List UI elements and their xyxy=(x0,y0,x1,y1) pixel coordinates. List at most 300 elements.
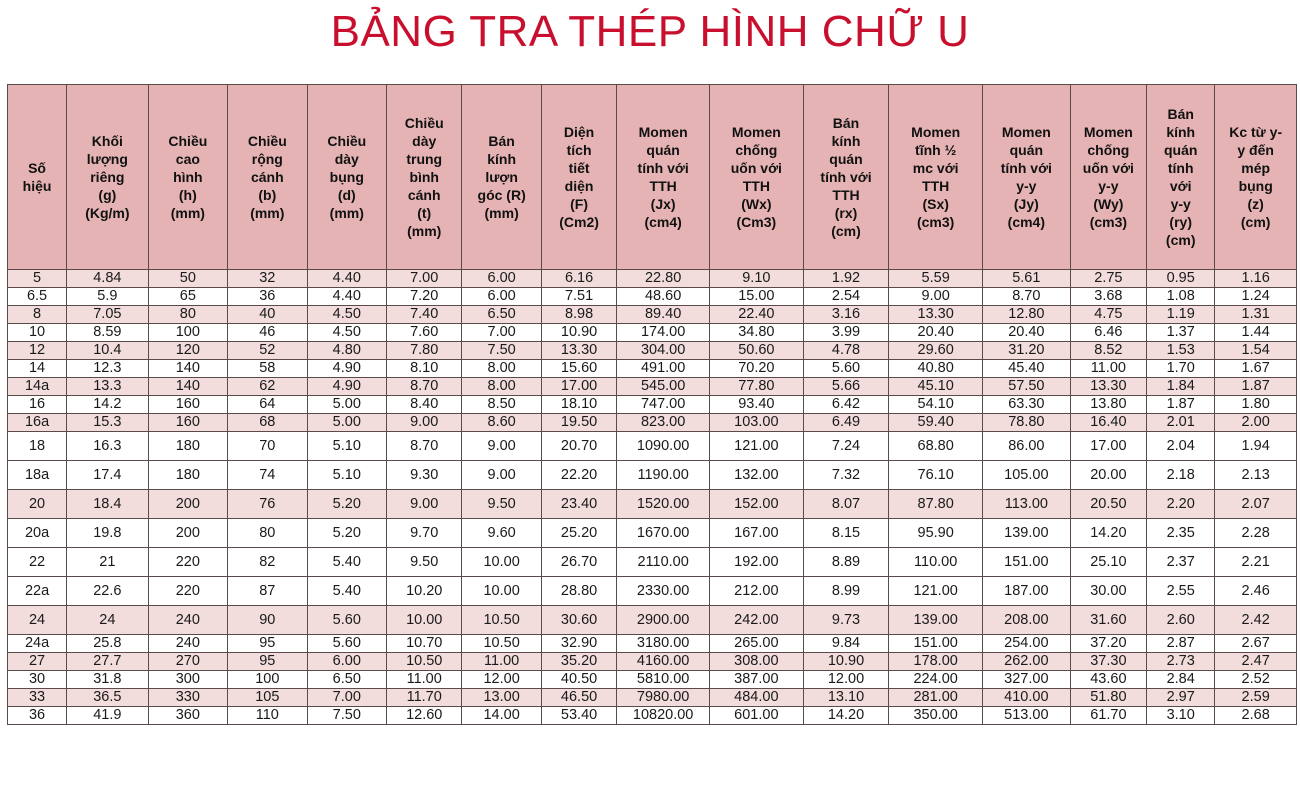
value-cell: 22.40 xyxy=(709,306,803,324)
value-cell: 139.00 xyxy=(889,606,983,635)
value-cell: 8.70 xyxy=(387,432,462,461)
value-cell: 6.50 xyxy=(462,306,541,324)
column-header xyxy=(803,85,889,270)
value-cell: 11.00 xyxy=(1070,360,1146,378)
column-header-line: TTH xyxy=(922,178,950,194)
value-cell: 5.59 xyxy=(889,270,983,288)
value-cell: 13.80 xyxy=(1070,396,1146,414)
value-cell: 2.52 xyxy=(1215,671,1297,689)
table-row xyxy=(8,396,1297,414)
designation-cell: 10 xyxy=(8,324,67,342)
value-cell: 35.20 xyxy=(541,653,616,671)
value-cell: 20.40 xyxy=(889,324,983,342)
value-cell: 74 xyxy=(228,461,307,490)
value-cell: 76 xyxy=(228,490,307,519)
header-row xyxy=(8,85,1297,270)
value-cell: 410.00 xyxy=(983,689,1071,707)
steel-u-table xyxy=(7,84,1297,725)
column-header-line: TTH xyxy=(742,178,770,194)
value-cell: 4.78 xyxy=(803,342,889,360)
value-cell: 1.24 xyxy=(1215,288,1297,306)
column-header-line: Số xyxy=(28,160,46,176)
value-cell: 4160.00 xyxy=(617,653,710,671)
value-cell: 5.9 xyxy=(67,288,149,306)
column-header xyxy=(709,85,803,270)
value-cell: 100 xyxy=(148,324,227,342)
value-cell: 40 xyxy=(228,306,307,324)
value-cell: 1090.00 xyxy=(617,432,710,461)
value-cell: 491.00 xyxy=(617,360,710,378)
value-cell: 93.40 xyxy=(709,396,803,414)
value-cell: 304.00 xyxy=(617,342,710,360)
value-cell: 327.00 xyxy=(983,671,1071,689)
value-cell: 7.05 xyxy=(67,306,149,324)
value-cell: 140 xyxy=(148,378,227,396)
value-cell: 212.00 xyxy=(709,577,803,606)
value-cell: 31.8 xyxy=(67,671,149,689)
value-cell: 105 xyxy=(228,689,307,707)
column-header-line: TTH xyxy=(649,178,677,194)
value-cell: 10.00 xyxy=(462,577,541,606)
value-cell: 9.70 xyxy=(387,519,462,548)
column-header-line: (mm) xyxy=(250,205,285,221)
value-cell: 7.50 xyxy=(462,342,541,360)
value-cell: 34.80 xyxy=(709,324,803,342)
column-header-line: kính xyxy=(831,133,861,149)
value-cell: 7.51 xyxy=(541,288,616,306)
value-cell: 2.01 xyxy=(1147,414,1215,432)
value-cell: 8.70 xyxy=(983,288,1071,306)
value-cell: 21 xyxy=(67,548,149,577)
value-cell: 41.9 xyxy=(67,707,149,725)
value-cell: 95.90 xyxy=(889,519,983,548)
column-header-line: bình xyxy=(409,169,439,185)
table-row xyxy=(8,270,1297,288)
table-row xyxy=(8,288,1297,306)
value-cell: 6.16 xyxy=(541,270,616,288)
value-cell: 59.40 xyxy=(889,414,983,432)
value-cell: 265.00 xyxy=(709,635,803,653)
value-cell: 5.20 xyxy=(307,490,386,519)
value-cell: 37.30 xyxy=(1070,653,1146,671)
value-cell: 9.10 xyxy=(709,270,803,288)
steel-table-container xyxy=(7,84,1297,812)
value-cell: 6.50 xyxy=(307,671,386,689)
value-cell: 187.00 xyxy=(983,577,1071,606)
table-row xyxy=(8,671,1297,689)
value-cell: 46.50 xyxy=(541,689,616,707)
column-header-line: Momen xyxy=(1001,124,1051,140)
value-cell: 23.40 xyxy=(541,490,616,519)
value-cell: 5.60 xyxy=(803,360,889,378)
value-cell: 11.00 xyxy=(462,653,541,671)
designation-cell: 16a xyxy=(8,414,67,432)
value-cell: 43.60 xyxy=(1070,671,1146,689)
value-cell: 5.10 xyxy=(307,461,386,490)
value-cell: 2.18 xyxy=(1147,461,1215,490)
column-header-line: (Wy) xyxy=(1093,196,1124,212)
value-cell: 10820.00 xyxy=(617,707,710,725)
value-cell: 7.20 xyxy=(387,288,462,306)
value-cell: 8.70 xyxy=(387,378,462,396)
value-cell: 80 xyxy=(228,519,307,548)
column-header-line: (ry) xyxy=(1169,214,1192,230)
value-cell: 240 xyxy=(148,635,227,653)
value-cell: 9.30 xyxy=(387,461,462,490)
value-cell: 20.40 xyxy=(983,324,1071,342)
value-cell: 823.00 xyxy=(617,414,710,432)
table-row xyxy=(8,490,1297,519)
column-header-line: bụng xyxy=(1238,178,1273,194)
value-cell: 360 xyxy=(148,707,227,725)
value-cell: 6.46 xyxy=(1070,324,1146,342)
designation-cell: 22 xyxy=(8,548,67,577)
value-cell: 27.7 xyxy=(67,653,149,671)
value-cell: 65 xyxy=(148,288,227,306)
value-cell: 2.04 xyxy=(1147,432,1215,461)
designation-cell: 12 xyxy=(8,342,67,360)
value-cell: 2.47 xyxy=(1215,653,1297,671)
value-cell: 29.60 xyxy=(889,342,983,360)
column-header-line: Chiều xyxy=(404,115,444,131)
value-cell: 8.98 xyxy=(541,306,616,324)
column-header-line: (z) xyxy=(1247,196,1264,212)
value-cell: 20.00 xyxy=(1070,461,1146,490)
value-cell: 63.30 xyxy=(983,396,1071,414)
value-cell: 13.00 xyxy=(462,689,541,707)
column-header-line: hình xyxy=(173,169,203,185)
column-header-line: cánh xyxy=(407,187,441,203)
value-cell: 2900.00 xyxy=(617,606,710,635)
designation-cell: 18a xyxy=(8,461,67,490)
value-cell: 54.10 xyxy=(889,396,983,414)
value-cell: 1190.00 xyxy=(617,461,710,490)
value-cell: 5.60 xyxy=(307,635,386,653)
value-cell: 7.00 xyxy=(387,270,462,288)
column-header-line: (Sx) xyxy=(922,196,949,212)
value-cell: 2110.00 xyxy=(617,548,710,577)
value-cell: 254.00 xyxy=(983,635,1071,653)
value-cell: 24 xyxy=(67,606,149,635)
column-header-line: (mm) xyxy=(170,205,205,221)
value-cell: 2.59 xyxy=(1215,689,1297,707)
value-cell: 45.40 xyxy=(983,360,1071,378)
value-cell: 19.8 xyxy=(67,519,149,548)
value-cell: 1.87 xyxy=(1147,396,1215,414)
column-header xyxy=(462,85,541,270)
column-header-line: y-y xyxy=(1170,196,1191,212)
value-cell: 52 xyxy=(228,342,307,360)
value-cell: 7.40 xyxy=(387,306,462,324)
value-cell: 50 xyxy=(148,270,227,288)
table-row xyxy=(8,432,1297,461)
column-header-line: (g) xyxy=(98,187,117,203)
value-cell: 2.60 xyxy=(1147,606,1215,635)
value-cell: 11.00 xyxy=(387,671,462,689)
column-header-line: (mm) xyxy=(329,205,364,221)
value-cell: 95 xyxy=(228,635,307,653)
value-cell: 139.00 xyxy=(983,519,1071,548)
table-row xyxy=(8,519,1297,548)
value-cell: 18.10 xyxy=(541,396,616,414)
value-cell: 4.40 xyxy=(307,288,386,306)
column-header-line: (rx) xyxy=(834,205,858,221)
designation-cell: 14a xyxy=(8,378,67,396)
table-row xyxy=(8,306,1297,324)
value-cell: 13.30 xyxy=(889,306,983,324)
value-cell: 10.50 xyxy=(462,606,541,635)
column-header-line: (cm4) xyxy=(644,214,682,230)
column-header-line: Kc từ y- xyxy=(1229,124,1283,140)
value-cell: 1.44 xyxy=(1215,324,1297,342)
value-cell: 51.80 xyxy=(1070,689,1146,707)
value-cell: 1.67 xyxy=(1215,360,1297,378)
value-cell: 64 xyxy=(228,396,307,414)
value-cell: 113.00 xyxy=(983,490,1071,519)
table-row xyxy=(8,653,1297,671)
column-header-line: (cm) xyxy=(1240,214,1271,230)
value-cell: 70.20 xyxy=(709,360,803,378)
value-cell: 121.00 xyxy=(709,432,803,461)
value-cell: 10.50 xyxy=(462,635,541,653)
value-cell: 87 xyxy=(228,577,307,606)
designation-cell: 36 xyxy=(8,707,67,725)
value-cell: 2.87 xyxy=(1147,635,1215,653)
value-cell: 152.00 xyxy=(709,490,803,519)
value-cell: 80 xyxy=(148,306,227,324)
value-cell: 57.50 xyxy=(983,378,1071,396)
column-header-line: Momen xyxy=(911,124,961,140)
value-cell: 200 xyxy=(148,490,227,519)
value-cell: 32 xyxy=(228,270,307,288)
value-cell: 121.00 xyxy=(889,577,983,606)
column-header-line: kính xyxy=(1166,124,1196,140)
value-cell: 220 xyxy=(148,548,227,577)
value-cell: 13.3 xyxy=(67,378,149,396)
column-header-line: tính với xyxy=(820,169,872,185)
value-cell: 281.00 xyxy=(889,689,983,707)
column-header xyxy=(1215,85,1297,270)
value-cell: 3.68 xyxy=(1070,288,1146,306)
column-header-line: uốn với xyxy=(730,160,782,176)
value-cell: 1.94 xyxy=(1215,432,1297,461)
value-cell: 12.60 xyxy=(387,707,462,725)
value-cell: 78.80 xyxy=(983,414,1071,432)
column-header-line: (F) xyxy=(570,196,589,212)
value-cell: 242.00 xyxy=(709,606,803,635)
column-header xyxy=(228,85,307,270)
column-header-line: (Cm3) xyxy=(736,214,777,230)
value-cell: 14.20 xyxy=(803,707,889,725)
column-header-line: tính xyxy=(1167,160,1194,176)
value-cell: 10.00 xyxy=(462,548,541,577)
value-cell: 2.42 xyxy=(1215,606,1297,635)
table-row xyxy=(8,577,1297,606)
value-cell: 2.21 xyxy=(1215,548,1297,577)
column-header-line: dày xyxy=(412,133,437,149)
designation-cell: 30 xyxy=(8,671,67,689)
value-cell: 12.80 xyxy=(983,306,1071,324)
value-cell: 15.60 xyxy=(541,360,616,378)
page-title: BẢNG TRA THÉP HÌNH CHỮ U xyxy=(330,7,970,56)
value-cell: 7.80 xyxy=(387,342,462,360)
column-header-line: kính xyxy=(487,151,517,167)
value-cell: 31.60 xyxy=(1070,606,1146,635)
column-header-line: y-y xyxy=(1016,178,1037,194)
value-cell: 2.97 xyxy=(1147,689,1215,707)
value-cell: 224.00 xyxy=(889,671,983,689)
value-cell: 2.73 xyxy=(1147,653,1215,671)
value-cell: 87.80 xyxy=(889,490,983,519)
column-header-line: góc (R) xyxy=(477,187,526,203)
column-header-line: (b) xyxy=(258,187,277,203)
designation-cell: 27 xyxy=(8,653,67,671)
column-header-line: (cm) xyxy=(1165,232,1196,248)
value-cell: 4.90 xyxy=(307,378,386,396)
designation-cell: 24a xyxy=(8,635,67,653)
value-cell: 208.00 xyxy=(983,606,1071,635)
column-header-line: quán xyxy=(1009,142,1044,158)
column-header-line: Khối xyxy=(91,133,123,149)
value-cell: 8.60 xyxy=(462,414,541,432)
value-cell: 10.90 xyxy=(541,324,616,342)
value-cell: 12.3 xyxy=(67,360,149,378)
column-header-line: với xyxy=(1169,178,1192,194)
column-header-line: bụng xyxy=(329,169,364,185)
value-cell: 7.50 xyxy=(307,707,386,725)
value-cell: 1.70 xyxy=(1147,360,1215,378)
value-cell: 308.00 xyxy=(709,653,803,671)
value-cell: 262.00 xyxy=(983,653,1071,671)
value-cell: 15.00 xyxy=(709,288,803,306)
value-cell: 4.50 xyxy=(307,324,386,342)
value-cell: 5.60 xyxy=(307,606,386,635)
column-header-line: cao xyxy=(175,151,200,167)
column-header-line: (cm3) xyxy=(1089,214,1128,230)
value-cell: 5.40 xyxy=(307,577,386,606)
value-cell: 1.08 xyxy=(1147,288,1215,306)
value-cell: 30.60 xyxy=(541,606,616,635)
column-header-line: dày xyxy=(334,151,359,167)
column-header-line: tính với xyxy=(1000,160,1052,176)
column-header-line: (mm) xyxy=(407,223,442,239)
value-cell: 1.92 xyxy=(803,270,889,288)
value-cell: 8.52 xyxy=(1070,342,1146,360)
value-cell: 300 xyxy=(148,671,227,689)
column-header-line: mc với xyxy=(912,160,959,176)
column-header xyxy=(1070,85,1146,270)
value-cell: 9.00 xyxy=(889,288,983,306)
column-header-line: diện xyxy=(564,178,594,194)
value-cell: 8.07 xyxy=(803,490,889,519)
value-cell: 2.35 xyxy=(1147,519,1215,548)
value-cell: 7.00 xyxy=(307,689,386,707)
value-cell: 350.00 xyxy=(889,707,983,725)
value-cell: 132.00 xyxy=(709,461,803,490)
value-cell: 2.84 xyxy=(1147,671,1215,689)
value-cell: 12.00 xyxy=(462,671,541,689)
column-header-line: (Cm2) xyxy=(559,214,599,230)
column-header-line: (t) xyxy=(417,205,432,221)
column-header-line: rộng xyxy=(251,151,283,167)
value-cell: 160 xyxy=(148,414,227,432)
value-cell: 62 xyxy=(228,378,307,396)
column-header-line: uốn với xyxy=(1082,160,1134,176)
value-cell: 8.00 xyxy=(462,378,541,396)
table-row xyxy=(8,707,1297,725)
value-cell: 25.20 xyxy=(541,519,616,548)
designation-cell: 18 xyxy=(8,432,67,461)
value-cell: 9.00 xyxy=(462,432,541,461)
value-cell: 6.00 xyxy=(462,288,541,306)
value-cell: 2.46 xyxy=(1215,577,1297,606)
value-cell: 3.10 xyxy=(1147,707,1215,725)
value-cell: 20.50 xyxy=(1070,490,1146,519)
value-cell: 17.00 xyxy=(1070,432,1146,461)
value-cell: 46 xyxy=(228,324,307,342)
value-cell: 22.6 xyxy=(67,577,149,606)
value-cell: 36 xyxy=(228,288,307,306)
value-cell: 110.00 xyxy=(889,548,983,577)
value-cell: 53.40 xyxy=(541,707,616,725)
value-cell: 20.70 xyxy=(541,432,616,461)
value-cell: 10.70 xyxy=(387,635,462,653)
value-cell: 180 xyxy=(148,461,227,490)
column-header-line: Chiều xyxy=(168,133,208,149)
value-cell: 4.50 xyxy=(307,306,386,324)
column-header-line: quán xyxy=(829,151,863,167)
table-row xyxy=(8,342,1297,360)
value-cell: 601.00 xyxy=(709,707,803,725)
value-cell: 40.80 xyxy=(889,360,983,378)
value-cell: 200 xyxy=(148,519,227,548)
value-cell: 40.50 xyxy=(541,671,616,689)
value-cell: 10.90 xyxy=(803,653,889,671)
value-cell: 2.68 xyxy=(1215,707,1297,725)
value-cell: 5.61 xyxy=(983,270,1071,288)
column-header-line: (mm) xyxy=(484,205,519,221)
value-cell: 1670.00 xyxy=(617,519,710,548)
value-cell: 70 xyxy=(228,432,307,461)
value-cell: 110 xyxy=(228,707,307,725)
value-cell: 8.15 xyxy=(803,519,889,548)
table-body xyxy=(8,270,1297,725)
column-header-line: lượn xyxy=(485,169,518,185)
value-cell: 8.99 xyxy=(803,577,889,606)
value-cell: 2.67 xyxy=(1215,635,1297,653)
value-cell: 180 xyxy=(148,432,227,461)
column-header xyxy=(148,85,227,270)
value-cell: 9.84 xyxy=(803,635,889,653)
column-header-line: riêng xyxy=(90,169,125,185)
value-cell: 4.84 xyxy=(67,270,149,288)
value-cell: 105.00 xyxy=(983,461,1071,490)
value-cell: 513.00 xyxy=(983,707,1071,725)
value-cell: 220 xyxy=(148,577,227,606)
column-header xyxy=(983,85,1071,270)
value-cell: 1520.00 xyxy=(617,490,710,519)
column-header-line: Chiều xyxy=(327,133,367,149)
value-cell: 747.00 xyxy=(617,396,710,414)
value-cell: 1.80 xyxy=(1215,396,1297,414)
column-header-line: tĩnh ½ xyxy=(915,142,957,158)
value-cell: 1.19 xyxy=(1147,306,1215,324)
value-cell: 3.16 xyxy=(803,306,889,324)
value-cell: 7.00 xyxy=(462,324,541,342)
value-cell: 160 xyxy=(148,396,227,414)
value-cell: 192.00 xyxy=(709,548,803,577)
value-cell: 68.80 xyxy=(889,432,983,461)
